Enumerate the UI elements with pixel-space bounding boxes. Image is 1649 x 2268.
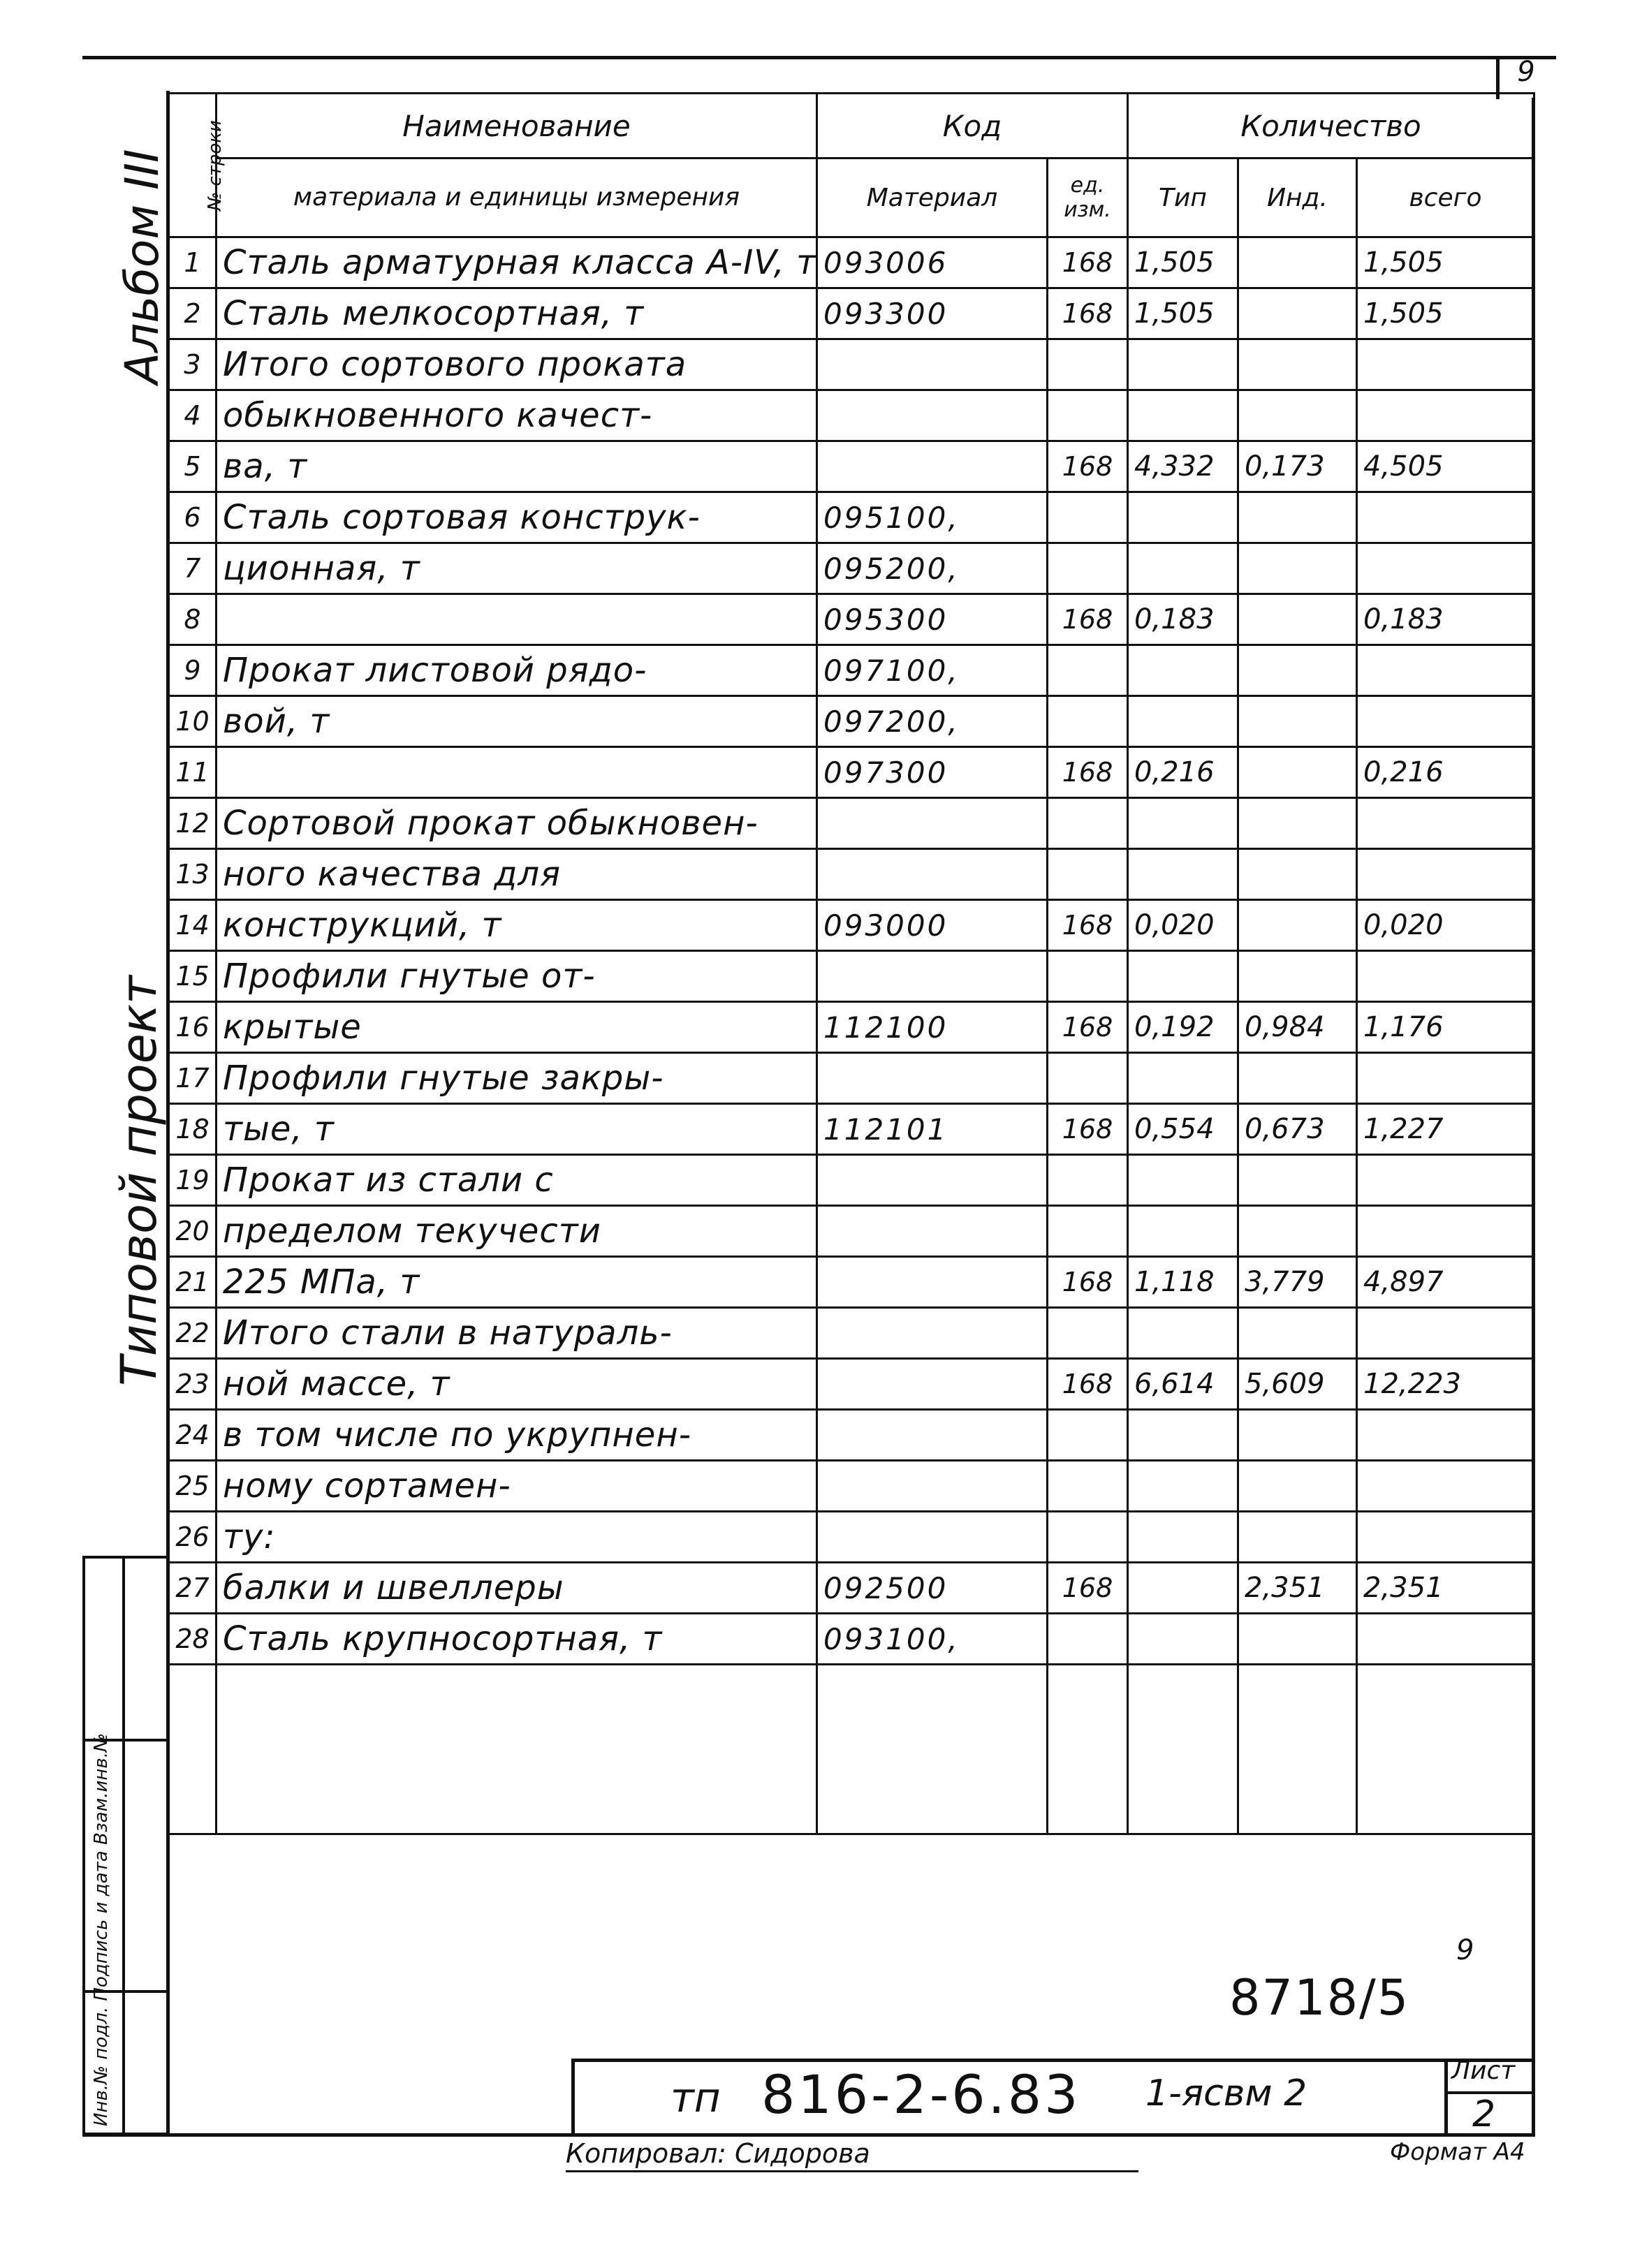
row-total <box>1357 849 1534 900</box>
row-number: 7 <box>169 543 217 594</box>
row-tip: 0,020 <box>1128 900 1238 951</box>
row-number: 2 <box>169 288 217 339</box>
row-name: ту: <box>217 1512 817 1563</box>
project-title: Типовой проект <box>110 975 168 1386</box>
row-total: 4,505 <box>1357 441 1534 492</box>
row-unit <box>1048 1053 1128 1104</box>
row-ind <box>1238 543 1357 594</box>
row-unit: 168 <box>1048 237 1128 288</box>
row-number: 13 <box>169 849 217 900</box>
row-name: в том числе по укрупнен- <box>217 1410 817 1461</box>
row-name: тые, т <box>217 1104 817 1155</box>
row-number: 19 <box>169 1155 217 1206</box>
header-ind: Инд. <box>1238 159 1357 237</box>
row-unit <box>1048 798 1128 849</box>
table-row <box>169 1155 1534 1206</box>
row-code <box>817 1308 1048 1359</box>
row-number: 12 <box>169 798 217 849</box>
row-name: Профили гнутые от- <box>217 951 817 1002</box>
row-code: 093100, <box>817 1614 1048 1665</box>
row-unit <box>1048 543 1128 594</box>
row-ind <box>1238 288 1357 339</box>
table-row <box>169 1461 1534 1512</box>
row-ind: 0,173 <box>1238 441 1357 492</box>
row-ind <box>1238 1053 1357 1104</box>
row-ind <box>1238 594 1357 645</box>
row-number: 28 <box>169 1614 217 1665</box>
row-number: 3 <box>169 339 217 390</box>
table-row <box>169 798 1534 849</box>
row-total <box>1357 951 1534 1002</box>
row-total: 0,020 <box>1357 900 1534 951</box>
designation-number: 816-2-6.83 <box>761 2063 1081 2126</box>
row-number: 6 <box>169 492 217 543</box>
row-unit <box>1048 1206 1128 1257</box>
row-name: конструкций, т <box>217 900 817 951</box>
row-code: 092500 <box>817 1563 1048 1614</box>
row-name: пределом текучести <box>217 1206 817 1257</box>
row-tip <box>1128 849 1238 900</box>
row-name: Сталь мелкосортная, т <box>217 288 817 339</box>
sheet-label: Лист <box>1451 2056 1516 2085</box>
row-unit: 168 <box>1048 1359 1128 1410</box>
table-row <box>169 1002 1534 1053</box>
document-code-sheet: 9 <box>1456 1934 1474 1966</box>
row-code <box>817 1461 1048 1512</box>
row-tip <box>1128 645 1238 696</box>
header-subrow <box>169 159 1534 237</box>
row-unit: 168 <box>1048 1002 1128 1053</box>
row-unit: 168 <box>1048 288 1128 339</box>
header-name-rest: материала и единицы измерения <box>217 159 817 237</box>
row-total: 1,227 <box>1357 1104 1534 1155</box>
row-name: Сталь арматурная класса А-IV, т <box>217 237 817 288</box>
page-number: 9 <box>1517 56 1535 88</box>
row-unit <box>1048 1461 1128 1512</box>
row-total <box>1357 339 1534 390</box>
blank-cell <box>1357 1665 1534 1834</box>
row-name: ному сортамен- <box>217 1461 817 1512</box>
row-name: Профили гнутые закры- <box>217 1053 817 1104</box>
row-code <box>817 1206 1048 1257</box>
row-unit: 168 <box>1048 1563 1128 1614</box>
row-number: 17 <box>169 1053 217 1104</box>
row-tip <box>1128 492 1238 543</box>
row-unit <box>1048 849 1128 900</box>
row-ind <box>1238 1308 1357 1359</box>
row-name: ционная, т <box>217 543 817 594</box>
row-ind <box>1238 339 1357 390</box>
row-code <box>817 1155 1048 1206</box>
row-tip: 1,505 <box>1128 288 1238 339</box>
sheet-number: 2 <box>1472 2093 1496 2135</box>
header-unit: ед. изм. <box>1048 159 1128 237</box>
row-unit <box>1048 696 1128 747</box>
row-tip <box>1128 390 1238 441</box>
row-name: вой, т <box>217 696 817 747</box>
row-code <box>817 390 1048 441</box>
row-total: 4,897 <box>1357 1257 1534 1308</box>
row-ind <box>1238 747 1357 798</box>
row-name: крытые <box>217 1002 817 1053</box>
row-code <box>817 1053 1048 1104</box>
row-unit <box>1048 339 1128 390</box>
row-ind <box>1238 390 1357 441</box>
table-row <box>169 1410 1534 1461</box>
row-unit <box>1048 1614 1128 1665</box>
row-total <box>1357 645 1534 696</box>
row-tip <box>1128 696 1238 747</box>
row-ind <box>1238 1461 1357 1512</box>
table-row <box>169 645 1534 696</box>
row-name: обыкновенного качест- <box>217 390 817 441</box>
row-code <box>817 1257 1048 1308</box>
row-total <box>1357 798 1534 849</box>
table-row <box>169 900 1534 951</box>
row-ind <box>1238 951 1357 1002</box>
row-name: ного качества для <box>217 849 817 900</box>
row-code <box>817 441 1048 492</box>
row-unit <box>1048 951 1128 1002</box>
row-number: 24 <box>169 1410 217 1461</box>
row-unit <box>1048 492 1128 543</box>
row-number: 27 <box>169 1563 217 1614</box>
row-unit: 168 <box>1048 1104 1128 1155</box>
row-number: 11 <box>169 747 217 798</box>
row-name: ной массе, т <box>217 1359 817 1410</box>
row-name: Прокат листовой рядо- <box>217 645 817 696</box>
table-row <box>169 288 1534 339</box>
row-tip: 0,216 <box>1128 747 1238 798</box>
row-tip: 1,505 <box>1128 237 1238 288</box>
blank-cell <box>217 1665 817 1834</box>
table-row <box>169 951 1534 1002</box>
table-row <box>169 237 1534 288</box>
blank-cell <box>1048 1665 1128 1834</box>
row-tip <box>1128 798 1238 849</box>
row-tip <box>1128 1053 1238 1104</box>
row-total <box>1357 1512 1534 1563</box>
row-tip: 1,118 <box>1128 1257 1238 1308</box>
table-row <box>169 1257 1534 1308</box>
row-ind <box>1238 1206 1357 1257</box>
row-ind: 2,351 <box>1238 1563 1357 1614</box>
row-unit <box>1048 645 1128 696</box>
row-tip: 0,554 <box>1128 1104 1238 1155</box>
table-row <box>169 441 1534 492</box>
row-tip <box>1128 1308 1238 1359</box>
blank-cell <box>1238 1665 1357 1834</box>
row-tip <box>1128 1155 1238 1206</box>
row-name: Сортовой прокат обыкновен- <box>217 798 817 849</box>
designation-prefix: тп <box>670 2074 721 2121</box>
row-code: 097100, <box>817 645 1048 696</box>
blank-cell <box>169 1665 217 1834</box>
blank-cell <box>817 1665 1048 1834</box>
row-code <box>817 849 1048 900</box>
row-code: 095300 <box>817 594 1048 645</box>
format-label: Формат А4 <box>1390 2138 1525 2166</box>
row-tip: 0,192 <box>1128 1002 1238 1053</box>
row-total <box>1357 1614 1534 1665</box>
row-number: 9 <box>169 645 217 696</box>
header-row-number <box>169 94 226 237</box>
row-tip <box>1128 951 1238 1002</box>
row-unit <box>1048 1512 1128 1563</box>
row-name: балки и швеллеры <box>217 1563 817 1614</box>
stamp-divider <box>122 1556 125 2135</box>
row-ind <box>1238 849 1357 900</box>
table-row <box>169 1359 1534 1410</box>
row-ind: 5,609 <box>1238 1359 1357 1410</box>
row-name <box>217 747 817 798</box>
table-row <box>169 849 1534 900</box>
row-name: Сталь сортовая конструк- <box>217 492 817 543</box>
row-name: Итого стали в натураль- <box>217 1308 817 1359</box>
row-total <box>1357 390 1534 441</box>
row-tip <box>1128 1461 1238 1512</box>
row-number: 15 <box>169 951 217 1002</box>
row-total <box>1357 1308 1534 1359</box>
table-row <box>169 594 1534 645</box>
row-ind <box>1238 492 1357 543</box>
row-tip <box>1128 1563 1238 1614</box>
row-total <box>1357 1206 1534 1257</box>
table-row <box>169 1104 1534 1155</box>
row-ind <box>1238 1512 1357 1563</box>
row-total: 1,176 <box>1357 1002 1534 1053</box>
row-tip: 4,332 <box>1128 441 1238 492</box>
header-quantity: Количество <box>1128 94 1534 159</box>
row-unit: 168 <box>1048 1257 1128 1308</box>
row-code: 093300 <box>817 288 1048 339</box>
table-row <box>169 492 1534 543</box>
header-tip: Тип <box>1128 159 1238 237</box>
table-row <box>169 696 1534 747</box>
row-total <box>1357 696 1534 747</box>
copied-by: Копировал: Сидорова <box>566 2138 870 2169</box>
row-number: 25 <box>169 1461 217 1512</box>
row-total: 1,505 <box>1357 237 1534 288</box>
row-code <box>817 951 1048 1002</box>
header-material: Материал <box>817 159 1048 237</box>
row-code <box>817 798 1048 849</box>
row-unit <box>1048 1410 1128 1461</box>
row-ind <box>1238 696 1357 747</box>
table-row <box>169 1512 1534 1563</box>
row-unit <box>1048 390 1128 441</box>
row-number: 22 <box>169 1308 217 1359</box>
top-rule <box>82 56 1556 59</box>
table-row <box>169 1614 1534 1665</box>
row-code: 097200, <box>817 696 1048 747</box>
row-tip <box>1128 543 1238 594</box>
table-row <box>169 390 1534 441</box>
table-row <box>169 747 1534 798</box>
row-code <box>817 1512 1048 1563</box>
row-total <box>1357 1053 1534 1104</box>
row-name: Сталь крупносортная, т <box>217 1614 817 1665</box>
row-tip: 6,614 <box>1128 1359 1238 1410</box>
table-body <box>169 237 1534 1834</box>
row-total: 0,183 <box>1357 594 1534 645</box>
table-row <box>169 1563 1534 1614</box>
row-total: 12,223 <box>1357 1359 1534 1410</box>
table-row <box>169 1308 1534 1359</box>
row-name: Прокат из стали с <box>217 1155 817 1206</box>
row-tip <box>1128 1614 1238 1665</box>
row-name: 225 МПа, т <box>217 1257 817 1308</box>
row-unit: 168 <box>1048 747 1128 798</box>
row-ind: 0,673 <box>1238 1104 1357 1155</box>
row-ind <box>1238 237 1357 288</box>
row-total: 2,351 <box>1357 1563 1534 1614</box>
row-unit: 168 <box>1048 441 1128 492</box>
header-row <box>169 94 1534 159</box>
row-code <box>817 1359 1048 1410</box>
blank-cell <box>1128 1665 1238 1834</box>
row-name: Итого сортового проката <box>217 339 817 390</box>
row-unit <box>1048 1308 1128 1359</box>
row-tip: 0,183 <box>1128 594 1238 645</box>
row-code: 112101 <box>817 1104 1048 1155</box>
row-number: 18 <box>169 1104 217 1155</box>
row-total <box>1357 1410 1534 1461</box>
row-code: 112100 <box>817 1002 1048 1053</box>
row-number: 1 <box>169 237 217 288</box>
row-number: 10 <box>169 696 217 747</box>
row-ind <box>1238 1410 1357 1461</box>
row-total: 0,216 <box>1357 747 1534 798</box>
stamp-text: Инв.№ подл. Подпись и дата Взам.инв.№ <box>91 1733 112 2126</box>
row-ind <box>1238 900 1357 951</box>
row-tip <box>1128 1206 1238 1257</box>
row-code <box>817 1410 1048 1461</box>
row-number: 23 <box>169 1359 217 1410</box>
row-total <box>1357 543 1534 594</box>
row-name: ва, т <box>217 441 817 492</box>
row-unit: 168 <box>1048 594 1128 645</box>
album-title: Альбом III <box>115 149 169 384</box>
row-ind: 0,984 <box>1238 1002 1357 1053</box>
row-number: 26 <box>169 1512 217 1563</box>
designation-suffix: 1-ясвм 2 <box>1145 2072 1307 2114</box>
copied-by-underline <box>566 2170 1138 2172</box>
table-row <box>169 339 1534 390</box>
blank-row <box>169 1665 1534 1834</box>
row-number: 14 <box>169 900 217 951</box>
row-ind <box>1238 1614 1357 1665</box>
row-tip <box>1128 1410 1238 1461</box>
header-code: Код <box>817 94 1128 159</box>
row-code: 093006 <box>817 237 1048 288</box>
row-number: 21 <box>169 1257 217 1308</box>
table-row <box>169 1206 1534 1257</box>
row-unit <box>1048 1155 1128 1206</box>
row-number: 5 <box>169 441 217 492</box>
row-code: 095100, <box>817 492 1048 543</box>
document-code: 8718/5 <box>1229 1969 1410 2026</box>
title-block-divider <box>1444 2059 1448 2137</box>
row-number: 8 <box>169 594 217 645</box>
row-ind <box>1238 645 1357 696</box>
specification-table <box>168 92 1535 1835</box>
row-name <box>217 594 817 645</box>
row-unit: 168 <box>1048 900 1128 951</box>
row-tip <box>1128 339 1238 390</box>
row-total <box>1357 492 1534 543</box>
table-row <box>169 543 1534 594</box>
row-code <box>817 339 1048 390</box>
row-number: 16 <box>169 1002 217 1053</box>
header-total: всего <box>1357 159 1534 237</box>
row-total: 1,505 <box>1357 288 1534 339</box>
row-tip <box>1128 1512 1238 1563</box>
row-ind <box>1238 1155 1357 1206</box>
row-ind: 3,779 <box>1238 1257 1357 1308</box>
row-number: 4 <box>169 390 217 441</box>
row-number: 20 <box>169 1206 217 1257</box>
row-total <box>1357 1461 1534 1512</box>
table-row <box>169 1053 1534 1104</box>
row-ind <box>1238 798 1357 849</box>
row-code: 093000 <box>817 900 1048 951</box>
row-code: 095200, <box>817 543 1048 594</box>
row-total <box>1357 1155 1534 1206</box>
header-name-top: Наименование <box>217 94 817 159</box>
header-row-number-label: № строки <box>204 119 226 211</box>
row-code: 097300 <box>817 747 1048 798</box>
